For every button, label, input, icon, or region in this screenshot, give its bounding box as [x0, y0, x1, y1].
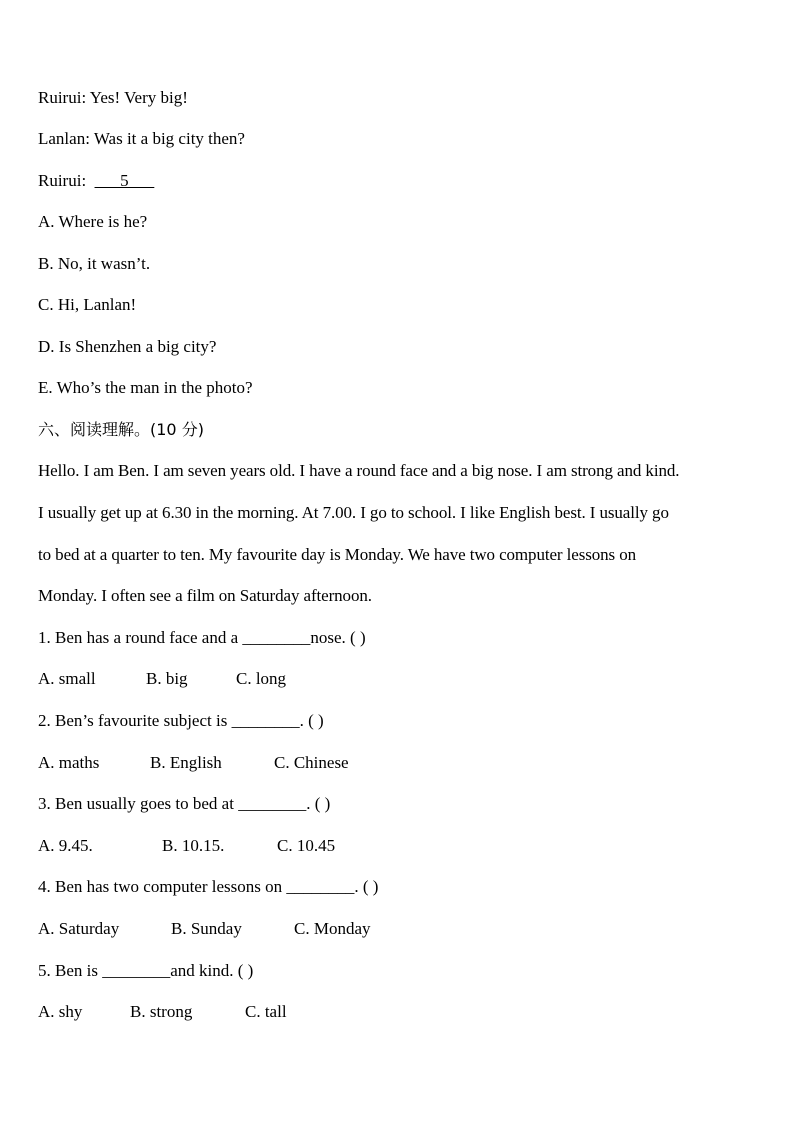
question-4-options [38, 919, 371, 939]
option: B. strong [130, 1002, 193, 1021]
option: C. Monday [294, 919, 371, 938]
question-5-options [38, 1002, 287, 1022]
question-4: 4. Ben has two computer lessons on ________. ( ) [38, 877, 379, 896]
question-1: 1. Ben has a round face and a ________nose. ( ) [38, 628, 366, 647]
option: B. English [150, 753, 222, 772]
option: B. Sunday [171, 919, 242, 938]
question-5: 5. Ben is ________and kind. ( ) [38, 961, 254, 980]
option: C. tall [245, 1002, 287, 1021]
option: C. Chinese [274, 753, 349, 772]
question-2: 2. Ben’s favourite subject is ________. ( ) [38, 711, 324, 730]
question-2-options [38, 753, 349, 773]
passage-line-3: to bed at a quarter to ten. My favourite day is Monday. We have two computer lessons on [38, 545, 637, 564]
dialogue-option-d: D. Is Shenzhen a big city? [38, 337, 217, 356]
dialogue-line-2: Lanlan: Was it a big city then? [38, 129, 245, 148]
question-3: 3. Ben usually goes to bed at ________. ( ) [38, 794, 331, 813]
option: C. 10.45 [277, 836, 336, 855]
option: A. shy [38, 1002, 83, 1021]
blank-speaker: Ruirui: [38, 171, 95, 190]
question-3-options [38, 836, 335, 856]
option: A. Saturday [38, 919, 120, 938]
dialogue-option-a: A. Where is he? [38, 212, 148, 231]
dialogue-blank-line [38, 171, 154, 191]
option: C. long [236, 669, 287, 688]
passage-line-2: I usually get up at 6.30 in the morning. At 7.00. I go to school. I like English best. I usually go [38, 503, 669, 522]
dialogue-option-e: E. Who’s the man in the photo? [38, 378, 253, 397]
option: A. 9.45. [38, 836, 93, 855]
dialogue-option-c: C. Hi, Lanlan! [38, 295, 137, 314]
dialogue-line-1: Ruirui: Yes! Very big! [38, 88, 188, 107]
option: A. small [38, 669, 96, 688]
section-heading: 六、阅读理解。(10 分) [38, 420, 204, 439]
option: B. 10.15. [162, 836, 225, 855]
question-1-options [38, 669, 286, 689]
blank-number: ___5___ [94, 171, 155, 190]
option: B. big [146, 669, 188, 688]
passage-line-1: Hello. I am Ben. I am seven years old. I have a round face and a big nose. I am strong and kind. [38, 461, 680, 480]
option: A. maths [38, 753, 100, 772]
dialogue-option-b: B. No, it wasn’t. [38, 254, 151, 273]
passage-line-4: Monday. I often see a film on Saturday afternoon. [38, 586, 372, 605]
